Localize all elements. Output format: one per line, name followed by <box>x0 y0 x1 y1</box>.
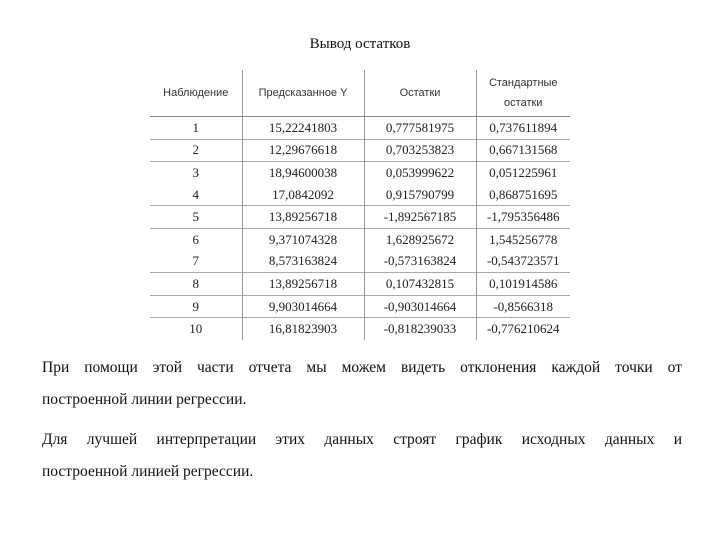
cell-residual: 1,628925672 <box>364 228 476 250</box>
table-row <box>150 117 570 140</box>
cell-standard-residual: 0,737611894 <box>476 117 570 140</box>
header-predicted-y: Предсказанное Y <box>242 70 364 117</box>
table-row <box>150 184 570 206</box>
cell-standard-residual: 0,101914586 <box>476 273 570 296</box>
table-row <box>150 318 570 340</box>
paragraph-line: построенной линией регрессии. <box>42 463 254 480</box>
paragraph-interpretation <box>42 424 682 488</box>
cell-residual: -0,573163824 <box>364 251 476 273</box>
cell-predicted-y: 12,29676618 <box>242 139 364 162</box>
cell-observation: 10 <box>150 318 242 340</box>
table-row <box>150 295 570 318</box>
cell-residual: 0,703253823 <box>364 139 476 162</box>
cell-standard-residual: -1,795356486 <box>476 206 570 229</box>
table-row <box>150 228 570 250</box>
cell-observation: 4 <box>192 186 199 202</box>
page-title: Вывод остатков <box>309 36 411 52</box>
cell-observation: 5 <box>150 206 242 229</box>
paragraph-residuals-explanation <box>42 352 682 416</box>
residuals-table <box>150 70 570 340</box>
table-row <box>150 206 570 229</box>
header-residuals: Остатки <box>364 70 476 117</box>
cell-residual: 0,777581975 <box>364 117 476 140</box>
cell-standard-residual: 0,667131568 <box>476 139 570 162</box>
cell-residual: 0,053999622 <box>364 162 476 184</box>
cell-standard-residual: -0,543723571 <box>476 251 570 273</box>
header-standard-residuals: Стандартные остатки <box>476 70 570 117</box>
cell-standard-residual: 0,868751695 <box>476 184 570 206</box>
cell-standard-residual: -0,776210624 <box>476 318 570 340</box>
cell-observation: 2 <box>150 139 242 162</box>
cell-predicted-y: 8,573163824 <box>242 251 364 273</box>
cell-predicted-y: 13,89256718 <box>242 206 364 229</box>
table-row <box>150 162 570 184</box>
cell-observation: 6 <box>150 228 242 250</box>
paragraph-line: Для лучшей интерпретации этих данных строят график исходных данных и <box>42 431 682 448</box>
cell-predicted-y: 18,94600038 <box>242 162 364 184</box>
cell-residual: -0,818239033 <box>364 318 476 340</box>
cell-observation: 8 <box>150 273 242 296</box>
cell-observation: 9 <box>150 295 242 318</box>
paragraph-line: построенной линии регрессии. <box>42 391 247 408</box>
cell-residual: -0,903014664 <box>364 295 476 318</box>
cell-predicted-y: 17,0842092 <box>242 184 364 206</box>
cell-standard-residual: -0,8566318 <box>476 295 570 318</box>
cell-predicted-y: 9,903014664 <box>242 295 364 318</box>
cell-predicted-y: 13,89256718 <box>242 273 364 296</box>
table-row <box>150 251 570 273</box>
cell-standard-residual: 1,545256778 <box>476 228 570 250</box>
cell-predicted-y: 9,371074328 <box>242 228 364 250</box>
cell-predicted-y: 16,81823903 <box>242 318 364 340</box>
cell-observation: 3 <box>150 162 242 184</box>
cell-observation: 1 <box>150 117 242 140</box>
cell-predicted-y: 15,22241803 <box>242 117 364 140</box>
paragraph-line: При помощи этой части отчета мы можем видеть отклонения каждой точки от <box>42 359 682 376</box>
residuals-table-container <box>150 70 570 340</box>
cell-standard-residual: 0,051225961 <box>476 162 570 184</box>
cell-residual: 0,915790799 <box>364 184 476 206</box>
header-observation: Наблюдение <box>150 70 242 117</box>
table-header-row <box>150 70 570 117</box>
cell-residual: 0,107432815 <box>364 273 476 296</box>
table-row <box>150 139 570 162</box>
cell-observation: 7 <box>192 253 199 269</box>
cell-residual: -1,892567185 <box>364 206 476 229</box>
table-row <box>150 273 570 296</box>
